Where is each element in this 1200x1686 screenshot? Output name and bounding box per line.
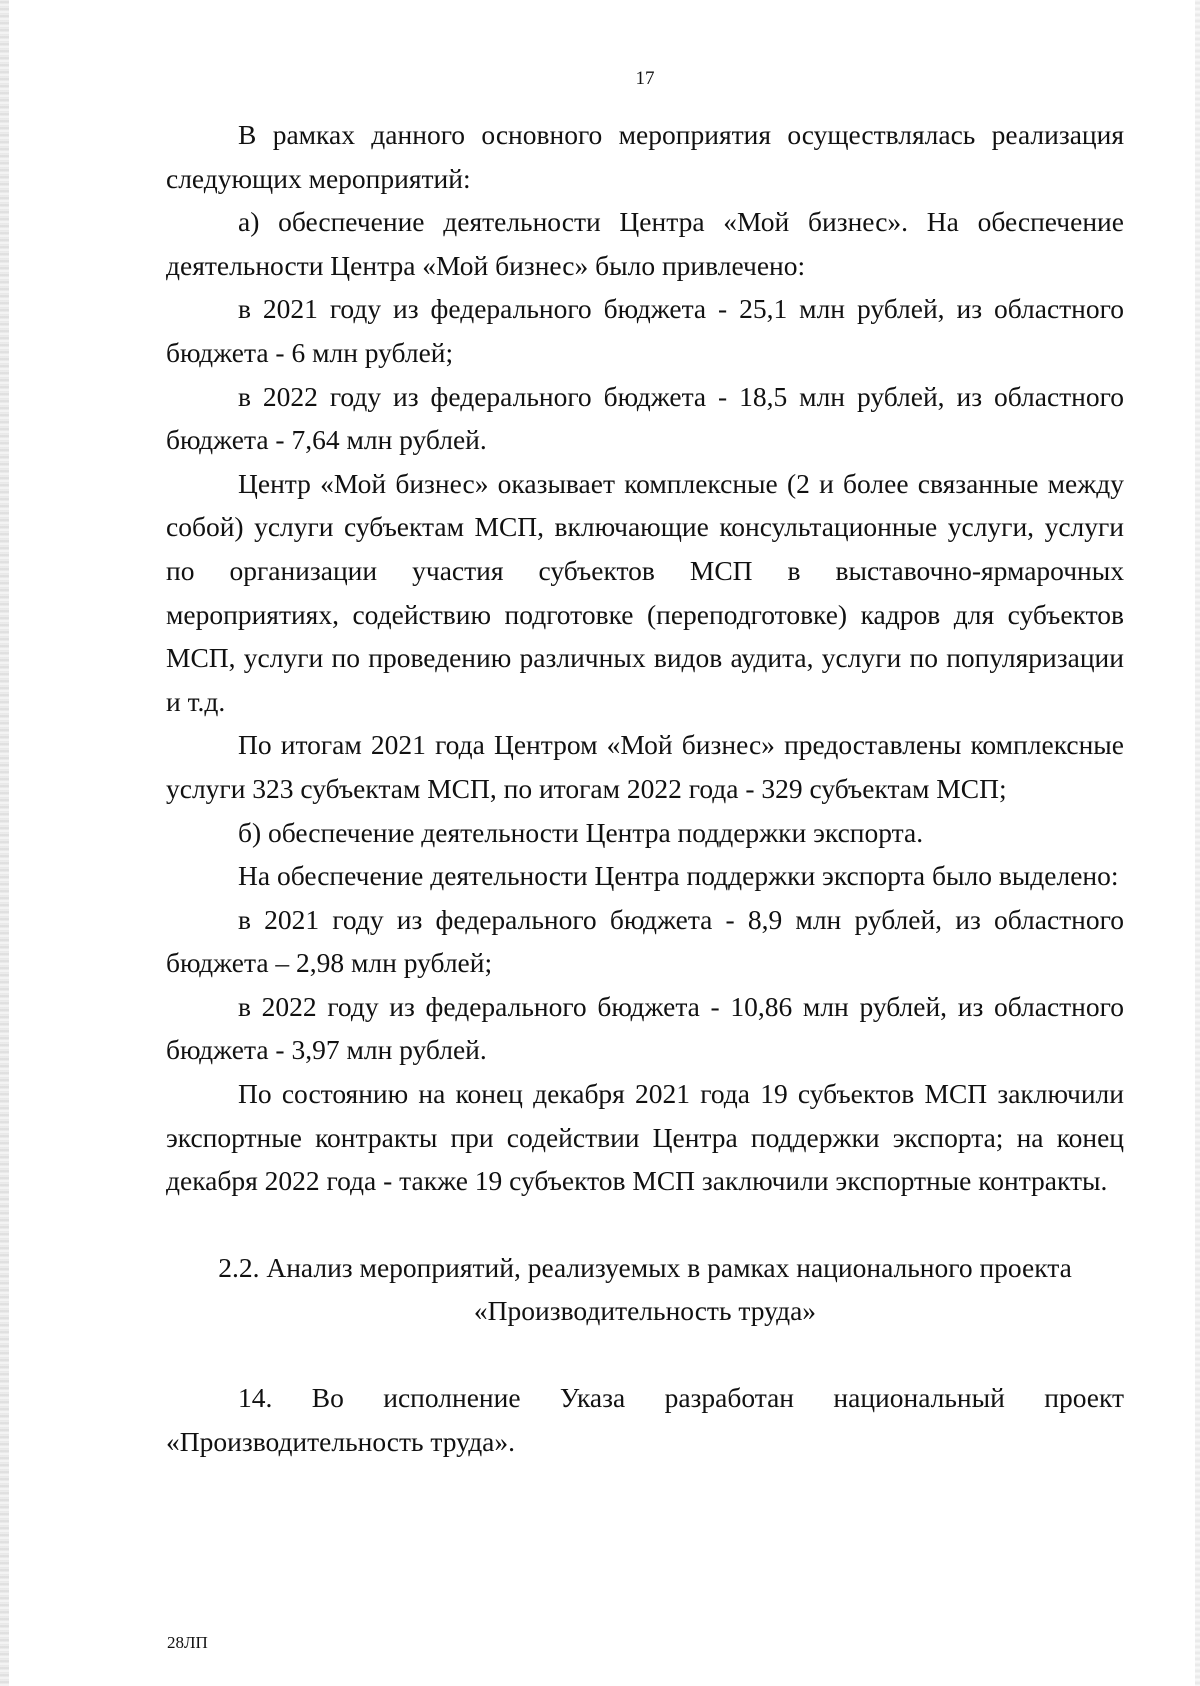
scan-edge-right xyxy=(1195,0,1200,1686)
paragraph-results: По итогам 2021 года Центром «Мой бизнес» предоставлены комплексные услуги 323 субъектам МСП, по итогам 2022 года - 329 субъектам МСП; xyxy=(166,729,1124,804)
paragraph-services: Центр «Мой бизнес» оказывает комплексные (2 и более связанные между собой) услуги субъектам МСП, включающие консультационные услуги, услуги по организации участия субъектов МСП в выставочно-ярмарочных мероприятиях, содействию подготовке (переподготовке) кадров для субъектов МСП, услуги по проведению различных видов аудита, услуги по популяризации и т.д. xyxy=(166,467,1124,717)
spacer xyxy=(166,1203,1124,1246)
paragraph-intro: В рамках данного основного мероприятия осуществлялась реализация следующих мероприятий: xyxy=(166,119,1124,194)
paragraph-funding-2021: в 2021 году из федерального бюджета - 25,1 млн рублей, из областного бюджета - 6 млн рублей; xyxy=(166,293,1124,368)
document-body xyxy=(166,113,1124,1463)
section-heading-line2: «Производительность труда» xyxy=(473,1295,817,1327)
paragraph-funding-2022: в 2022 году из федерального бюджета - 18,5 млн рублей, из областного бюджета - 7,64 млн рублей. xyxy=(166,380,1124,456)
paragraph-final: 14. Во исполнение Указа разработан национальный проект «Производительность труда». xyxy=(166,1382,1124,1457)
scan-edge-left xyxy=(0,0,9,1686)
page-number: 17 xyxy=(635,68,655,89)
paragraph-item-b: б) обеспечение деятельности Центра поддержки экспорта. xyxy=(238,816,924,848)
section-heading-line1: 2.2. Анализ мероприятий, реализуемых в рамках национального проекта xyxy=(218,1251,1072,1283)
paragraph-export-2021: в 2021 году из федерального бюджета - 8,9 млн рублей, из областного бюджета – 2,98 млн рублей; xyxy=(166,903,1124,979)
paragraph-export-funding: На обеспечение деятельности Центра поддержки экспорта было выделено: xyxy=(238,860,1119,892)
paragraph-item-a: а) обеспечение деятельности Центра «Мой бизнес». На обеспечение деятельности Центра «Мой бизнес» было привлечено: xyxy=(166,206,1124,281)
spacer xyxy=(166,1333,1124,1376)
paragraph-export-2022: в 2022 году из федерального бюджета - 10,86 млн рублей, из областного бюджета - 3,97 млн рублей. xyxy=(166,990,1124,1066)
footer-code: 28ЛП xyxy=(167,1633,208,1652)
paragraph-export-contracts: По состоянию на конец декабря 2021 года 19 субъектов МСП заключили экспортные контракты при содействии Центра поддержки экспорта; на конец декабря 2022 года - также 19 субъектов МСП заключили экспортные контракты. xyxy=(166,1078,1124,1197)
